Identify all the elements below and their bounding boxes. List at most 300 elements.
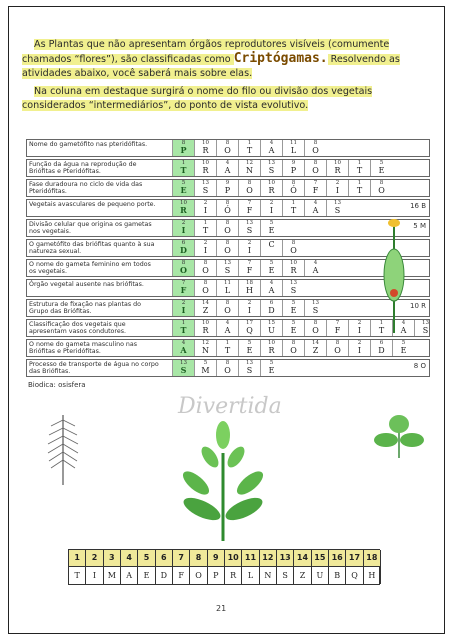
cell-number: 15 bbox=[268, 320, 275, 326]
answer-letter: D bbox=[160, 571, 168, 580]
page-number: 21 bbox=[216, 604, 227, 613]
letter-cell[interactable] bbox=[194, 140, 216, 156]
clue-text: Nome do gametófito nas pteridófitas. bbox=[29, 141, 148, 148]
cell-letter: S bbox=[268, 166, 275, 175]
cell-letter: M bbox=[201, 366, 210, 375]
highlighted-cell[interactable] bbox=[172, 240, 194, 256]
answer-letter: E bbox=[143, 571, 150, 580]
letter-cell[interactable] bbox=[304, 260, 326, 276]
cell-number: 1 bbox=[181, 160, 186, 166]
answer-cell bbox=[138, 550, 155, 584]
answer-letter: L bbox=[247, 571, 254, 580]
cell-number: 14 bbox=[202, 300, 209, 306]
intro-text-c: Na coluna em destaque surgirá o nome do filo ou divisão dos vegetais considerados “intermediários”, do ponto de vista evolutivo. bbox=[22, 86, 373, 111]
cell-letter: O bbox=[290, 346, 297, 355]
cell-letter: Q bbox=[246, 326, 253, 335]
cell-number: 5 bbox=[401, 340, 406, 346]
cell-number: 5 bbox=[379, 160, 384, 166]
cell-letter: F bbox=[246, 266, 253, 275]
cell-letter: O bbox=[378, 186, 385, 195]
cell-number: 8 bbox=[313, 140, 318, 146]
letter-cell[interactable] bbox=[260, 140, 282, 156]
letter-cell[interactable] bbox=[326, 180, 348, 196]
cell-number: 10 bbox=[202, 140, 209, 146]
answer-number: 14 bbox=[294, 550, 310, 567]
cell-number: 2 bbox=[357, 340, 362, 346]
cell-number: 13 bbox=[312, 300, 319, 306]
cell-letter: I bbox=[203, 246, 208, 255]
letter-cell[interactable] bbox=[304, 340, 326, 356]
highlighted-cell[interactable] bbox=[172, 140, 194, 156]
cell-letter: H bbox=[246, 286, 253, 295]
answer-cell bbox=[104, 550, 121, 584]
letter-cell[interactable] bbox=[282, 340, 304, 356]
letter-cell[interactable] bbox=[216, 320, 238, 336]
highlighted-cell[interactable] bbox=[172, 220, 194, 236]
cell-number: 13 bbox=[202, 180, 209, 186]
answer-letter: M bbox=[107, 571, 116, 580]
cell-letter: R bbox=[268, 346, 275, 355]
cell-number: 13 bbox=[246, 360, 253, 366]
cell-letter: I bbox=[203, 206, 208, 215]
cell-number: 13 bbox=[180, 360, 187, 366]
cell-letter: U bbox=[268, 326, 275, 335]
letter-cell[interactable] bbox=[194, 340, 216, 356]
cell-letter: S bbox=[224, 266, 231, 275]
letter-cell[interactable] bbox=[216, 180, 238, 196]
cell-letter: L bbox=[224, 286, 231, 295]
cell-number: 7 bbox=[247, 200, 252, 206]
cell-number: 1 bbox=[291, 200, 296, 206]
answer-number: 4 bbox=[121, 550, 137, 567]
cell-letter: R bbox=[202, 146, 209, 155]
letter-cell[interactable] bbox=[260, 320, 282, 336]
letter-cell[interactable] bbox=[238, 180, 260, 196]
answer-letter: Z bbox=[299, 571, 306, 580]
cell-letter: T bbox=[202, 226, 209, 235]
letter-cell[interactable] bbox=[216, 340, 238, 356]
cell-letter: I bbox=[247, 306, 252, 315]
letter-cell[interactable] bbox=[216, 260, 238, 276]
cell-letter: R bbox=[290, 266, 297, 275]
cell-letter: T bbox=[224, 346, 231, 355]
cell-number: 9 bbox=[225, 180, 230, 186]
letter-cell[interactable] bbox=[194, 260, 216, 276]
cell-letter: S bbox=[246, 226, 253, 235]
cell-letter: S bbox=[180, 365, 187, 375]
answer-cell bbox=[260, 550, 277, 584]
cell-letter: O bbox=[202, 266, 209, 275]
letter-cell[interactable] bbox=[216, 280, 238, 296]
cell-letter: S bbox=[246, 366, 253, 375]
cell-number: 8 bbox=[181, 260, 186, 266]
cell-letter: S bbox=[202, 186, 209, 195]
cell-number: 8 bbox=[225, 240, 230, 246]
cell-letter: I bbox=[357, 326, 362, 335]
clue-text: O gametófito das briófitas quanto à sua natureza sexual. bbox=[29, 241, 155, 255]
answer-cell bbox=[294, 550, 311, 584]
answer-number: 9 bbox=[208, 550, 224, 567]
letter-cell[interactable] bbox=[238, 240, 260, 256]
crossword-row bbox=[26, 359, 430, 377]
letter-cell[interactable] bbox=[216, 140, 238, 156]
letter-cell[interactable] bbox=[392, 340, 414, 356]
cell-number: 8 bbox=[181, 140, 186, 146]
cell-number: 11 bbox=[224, 280, 231, 286]
cell-letter: F bbox=[334, 326, 341, 335]
cell-number: 13 bbox=[246, 220, 253, 226]
cell-number: 2 bbox=[181, 300, 186, 306]
cell-number: 10 bbox=[268, 180, 275, 186]
cell-number: 10 bbox=[202, 320, 209, 326]
letter-cell[interactable] bbox=[348, 160, 370, 176]
cell-letter: N bbox=[246, 166, 253, 175]
cell-letter: O bbox=[202, 286, 209, 295]
highlighted-cell[interactable] bbox=[172, 180, 194, 196]
cell-number: 1 bbox=[357, 180, 362, 186]
cell-number: 13 bbox=[334, 200, 341, 206]
letter-cell[interactable] bbox=[348, 180, 370, 196]
letter-cell[interactable] bbox=[282, 280, 304, 296]
answer-letter: Q bbox=[351, 571, 358, 580]
letter-cell[interactable] bbox=[370, 340, 392, 356]
letter-cell[interactable] bbox=[260, 160, 282, 176]
letter-cell[interactable] bbox=[326, 340, 348, 356]
highlighted-cell[interactable] bbox=[172, 300, 194, 316]
answer-letter: A bbox=[126, 571, 133, 580]
cell-letter: T bbox=[290, 206, 297, 215]
cell-letter: O bbox=[224, 366, 231, 375]
letter-cell[interactable] bbox=[260, 180, 282, 196]
letter-cell[interactable] bbox=[282, 320, 304, 336]
cell-number: 7 bbox=[247, 260, 252, 266]
cell-number: 1 bbox=[247, 140, 252, 146]
cell-letter: P bbox=[290, 166, 297, 175]
answer-cell bbox=[242, 550, 259, 584]
answer-number: 5 bbox=[138, 550, 154, 567]
cell-number: 8 bbox=[247, 180, 252, 186]
cell-number: 4 bbox=[313, 200, 318, 206]
cell-letter: E bbox=[378, 166, 385, 175]
letter-cell[interactable] bbox=[260, 200, 282, 216]
clue-text: Fase duradoura no ciclo de vida das Pteridófitas. bbox=[29, 181, 143, 195]
cell-number: 7 bbox=[313, 180, 318, 186]
cell-number: 2 bbox=[247, 300, 252, 306]
answer-cell bbox=[156, 550, 173, 584]
cell-number: 10 bbox=[268, 340, 275, 346]
cell-number: 13 bbox=[268, 160, 275, 166]
letter-cell[interactable] bbox=[194, 240, 216, 256]
cell-number: 1 bbox=[357, 160, 362, 166]
answer-cell bbox=[121, 550, 138, 584]
letter-cell[interactable] bbox=[194, 320, 216, 336]
cell-letter: I bbox=[269, 206, 274, 215]
answer-number: 6 bbox=[156, 550, 172, 567]
letter-cell[interactable] bbox=[216, 360, 238, 376]
letter-cell[interactable] bbox=[238, 220, 260, 236]
answer-number: 18 bbox=[364, 550, 380, 567]
letter-cell[interactable] bbox=[238, 160, 260, 176]
cell-letter: D bbox=[268, 306, 275, 315]
cell-number: 5 bbox=[247, 340, 252, 346]
letter-cell[interactable] bbox=[238, 260, 260, 276]
letter-cell[interactable] bbox=[238, 200, 260, 216]
letter-cell[interactable] bbox=[194, 160, 216, 176]
letter-cell[interactable] bbox=[282, 160, 304, 176]
answer-cell bbox=[86, 550, 103, 584]
cell-letter: I bbox=[181, 305, 186, 315]
cell-number: 8 bbox=[291, 180, 296, 186]
cell-number: 8 bbox=[291, 240, 296, 246]
letter-cell[interactable] bbox=[194, 220, 216, 236]
answer-cell bbox=[208, 550, 225, 584]
answer-number: 7 bbox=[173, 550, 189, 567]
sporophyte-illustration bbox=[370, 215, 418, 335]
cell-letter: F bbox=[180, 285, 187, 295]
answer-key bbox=[68, 549, 380, 585]
letter-cell[interactable] bbox=[260, 300, 282, 316]
crossword-row bbox=[26, 179, 430, 197]
cell-letter: A bbox=[268, 286, 275, 295]
letter-cell[interactable] bbox=[282, 180, 304, 196]
cell-letter: R bbox=[202, 326, 209, 335]
clue-text: O nome do gameta feminino em todos os vegetais. bbox=[29, 261, 151, 275]
cell-number: 8 bbox=[379, 180, 384, 186]
crossword-row bbox=[26, 339, 430, 357]
cell-letter: Z bbox=[202, 306, 209, 315]
cell-letter: T bbox=[378, 326, 385, 335]
cell-letter: T bbox=[180, 165, 187, 175]
cell-number: 13 bbox=[290, 280, 297, 286]
cell-letter: C bbox=[268, 240, 275, 249]
clue-text: Processo de transporte de água no corpo das Briófitas. bbox=[29, 361, 159, 375]
letter-cell[interactable] bbox=[348, 320, 370, 336]
clue-text: Divisão celular que origina os gametas nos vegetais. bbox=[29, 221, 152, 235]
letter-cell[interactable] bbox=[282, 260, 304, 276]
clue-hint-number: 8 O bbox=[413, 362, 426, 370]
cell-number: 8 bbox=[203, 260, 208, 266]
cell-letter: S bbox=[334, 206, 341, 215]
letter-cell[interactable] bbox=[326, 200, 348, 216]
cell-number: 8 bbox=[203, 280, 208, 286]
cell-number: 13 bbox=[224, 260, 231, 266]
letter-cell[interactable] bbox=[304, 160, 326, 176]
cell-number: 7 bbox=[335, 320, 340, 326]
answer-cell bbox=[190, 550, 207, 584]
cell-number: 10 bbox=[290, 260, 297, 266]
letter-cell[interactable] bbox=[216, 300, 238, 316]
answer-number: 8 bbox=[190, 550, 206, 567]
cell-number: 8 bbox=[313, 320, 318, 326]
cell-letter: I bbox=[247, 246, 252, 255]
answer-number: 2 bbox=[86, 550, 102, 567]
answer-letter: U bbox=[316, 571, 324, 580]
cell-letter: E bbox=[246, 346, 253, 355]
letter-cell[interactable] bbox=[238, 300, 260, 316]
answer-cell bbox=[364, 550, 381, 584]
cell-letter: O bbox=[246, 186, 253, 195]
cell-number: 7 bbox=[181, 280, 186, 286]
letter-cell[interactable] bbox=[260, 280, 282, 296]
cell-letter: O bbox=[224, 146, 231, 155]
intro-text-a: As Plantas que não apresentam órgãos reprodutores visíveis (comumente chamados “flores”), são classificadas como bbox=[22, 39, 390, 65]
letter-cell[interactable] bbox=[260, 220, 282, 236]
clue-text: Função da água na reprodução de Briófitas e Pteridófitas. bbox=[29, 161, 137, 175]
letter-cell[interactable] bbox=[304, 300, 326, 316]
letter-cell[interactable] bbox=[304, 180, 326, 196]
letter-cell[interactable] bbox=[238, 280, 260, 296]
cell-number: 1 bbox=[181, 320, 186, 326]
highlighted-cell[interactable] bbox=[172, 360, 194, 376]
letter-cell[interactable] bbox=[304, 320, 326, 336]
answer-cell bbox=[69, 550, 86, 584]
cell-number: 4 bbox=[181, 340, 186, 346]
letter-cell[interactable] bbox=[370, 180, 392, 196]
answer-number: 3 bbox=[104, 550, 120, 567]
plant-illustration bbox=[158, 413, 288, 543]
cell-number: 5 bbox=[181, 180, 186, 186]
clue-hint-number: 10 R bbox=[410, 302, 426, 310]
letter-cell[interactable] bbox=[282, 300, 304, 316]
highlighted-cell[interactable] bbox=[172, 200, 194, 216]
letter-cell[interactable] bbox=[260, 360, 282, 376]
cell-letter: E bbox=[268, 266, 275, 275]
answer-letter: T bbox=[74, 571, 80, 580]
answer-letter: O bbox=[195, 571, 202, 580]
letter-cell[interactable] bbox=[216, 240, 238, 256]
cell-letter: T bbox=[246, 146, 253, 155]
cell-letter: F bbox=[312, 186, 319, 195]
cell-letter: P bbox=[224, 186, 231, 195]
cell-number: 2 bbox=[269, 200, 274, 206]
cell-letter: O bbox=[224, 226, 231, 235]
letter-cell[interactable] bbox=[348, 340, 370, 356]
cell-letter: L bbox=[290, 146, 297, 155]
answer-letter: H bbox=[368, 571, 376, 580]
cell-letter: Ó bbox=[224, 206, 231, 215]
cell-number: 6 bbox=[269, 300, 274, 306]
cell-number: 8 bbox=[225, 360, 230, 366]
cell-letter: E bbox=[400, 346, 407, 355]
answer-cell bbox=[173, 550, 190, 584]
cell-letter: I bbox=[357, 346, 362, 355]
cell-number: 11 bbox=[290, 140, 297, 146]
letter-cell[interactable] bbox=[326, 160, 348, 176]
cell-letter: R bbox=[334, 166, 341, 175]
letter-cell[interactable] bbox=[304, 200, 326, 216]
letter-cell[interactable] bbox=[370, 160, 392, 176]
cell-letter: O bbox=[312, 166, 319, 175]
letter-cell[interactable] bbox=[260, 260, 282, 276]
cell-letter: Z bbox=[312, 346, 319, 355]
letter-cell[interactable] bbox=[238, 340, 260, 356]
highlighted-cell[interactable] bbox=[172, 280, 194, 296]
cell-letter: R bbox=[268, 186, 275, 195]
letter-cell[interactable] bbox=[238, 140, 260, 156]
answer-letter: F bbox=[178, 571, 184, 580]
moss-illustration bbox=[368, 410, 430, 460]
highlighted-cell[interactable] bbox=[172, 320, 194, 336]
letter-cell[interactable] bbox=[238, 360, 260, 376]
intro-paragraph-1 bbox=[22, 38, 430, 81]
cell-letter: P bbox=[180, 145, 187, 155]
letter-cell[interactable] bbox=[260, 340, 282, 356]
cell-number: 8 bbox=[225, 200, 230, 206]
cell-letter: A bbox=[400, 326, 407, 335]
cell-letter: E bbox=[180, 185, 187, 195]
cell-letter: A bbox=[312, 266, 319, 275]
highlighted-cell[interactable] bbox=[172, 160, 194, 176]
clue-hint-number: 16 B bbox=[410, 202, 426, 210]
answer-letter: P bbox=[213, 571, 219, 580]
cell-letter: O bbox=[334, 346, 341, 355]
letter-cell[interactable] bbox=[282, 140, 304, 156]
letter-cell[interactable] bbox=[304, 140, 326, 156]
cell-letter: A bbox=[312, 206, 319, 215]
cell-number: 6 bbox=[379, 340, 384, 346]
cell-letter: E bbox=[290, 326, 297, 335]
cell-number: 17 bbox=[246, 320, 253, 326]
cell-number: 5 bbox=[203, 360, 208, 366]
cell-number: 14 bbox=[312, 340, 319, 346]
clue-hint-number: 5 M bbox=[413, 222, 426, 230]
cell-number: 4 bbox=[269, 140, 274, 146]
cell-number: 2 bbox=[335, 180, 340, 186]
letter-cell[interactable] bbox=[194, 300, 216, 316]
answer-letter: B bbox=[334, 571, 341, 580]
answer-letter: I bbox=[92, 571, 97, 580]
fern-illustration bbox=[42, 410, 84, 485]
letter-cell[interactable] bbox=[282, 200, 304, 216]
letter-cell[interactable] bbox=[326, 320, 348, 336]
letter-cell[interactable] bbox=[216, 160, 238, 176]
cell-number: 9 bbox=[291, 160, 296, 166]
cell-letter: D bbox=[180, 245, 187, 255]
letter-cell[interactable] bbox=[194, 280, 216, 296]
letter-cell[interactable] bbox=[238, 320, 260, 336]
letter-cell[interactable] bbox=[194, 360, 216, 376]
cell-letter: S bbox=[312, 306, 319, 315]
cell-number: 2 bbox=[247, 240, 252, 246]
letter-cell[interactable] bbox=[216, 220, 238, 236]
highlighted-cell[interactable] bbox=[172, 340, 194, 356]
cell-number: 4 bbox=[225, 320, 230, 326]
cell-letter: O bbox=[224, 246, 231, 255]
cell-letter: A bbox=[268, 146, 275, 155]
cell-number: 2 bbox=[181, 220, 186, 226]
highlighted-cell[interactable] bbox=[172, 260, 194, 276]
letter-cell[interactable] bbox=[260, 240, 282, 256]
cell-number: 4 bbox=[401, 320, 406, 326]
letter-cell[interactable] bbox=[194, 200, 216, 216]
cell-letter: O bbox=[290, 246, 297, 255]
instructions bbox=[22, 38, 430, 114]
letter-cell[interactable] bbox=[216, 200, 238, 216]
watermark: Divertida bbox=[178, 394, 282, 419]
cell-letter: R bbox=[202, 166, 209, 175]
crossword-row bbox=[26, 139, 430, 157]
cell-letter: A bbox=[224, 326, 231, 335]
cell-number: 2 bbox=[357, 320, 362, 326]
answer-cell bbox=[346, 550, 363, 584]
cell-letter: O bbox=[180, 265, 187, 275]
letter-cell[interactable] bbox=[194, 180, 216, 196]
cell-letter: E bbox=[268, 366, 275, 375]
cell-letter: E bbox=[268, 226, 275, 235]
clue-text: Vegetais avasculares de pequeno porte. bbox=[29, 201, 156, 208]
letter-cell[interactable] bbox=[282, 240, 304, 256]
cell-number: 1 bbox=[379, 320, 384, 326]
